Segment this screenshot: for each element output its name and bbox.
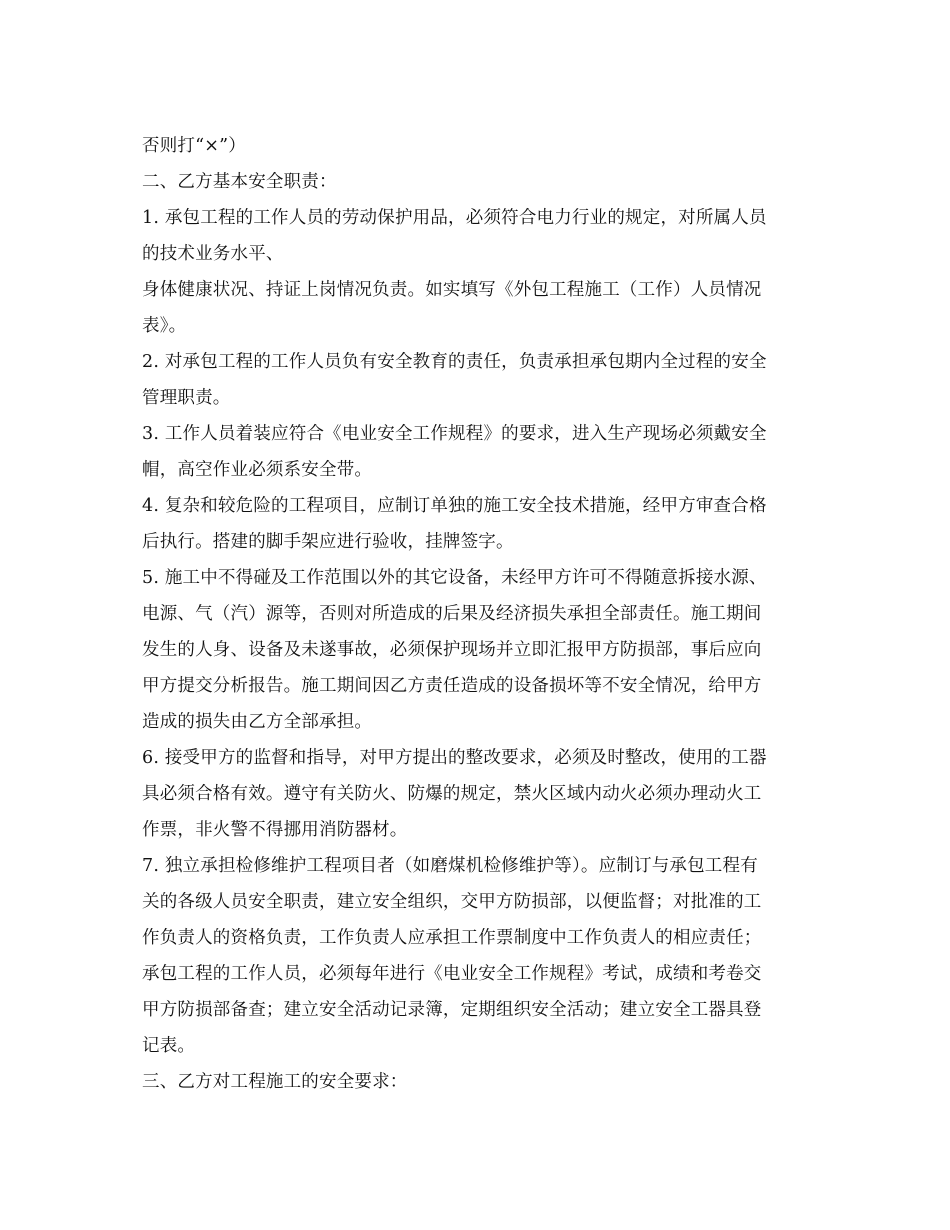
text-line: 7. 独立承担检修维护工程项目者（如磨煤机检修维护等）。应制订与承包工程有 bbox=[142, 856, 758, 876]
text-line: 1. 承包工程的工作人员的劳动保护用品，必须符合电力行业的规定，对所属人员 bbox=[142, 208, 767, 228]
text-line: 甲方提交分析报告。施工期间因乙方责任造成的设备损坏等不安全情况，给甲方 bbox=[142, 676, 762, 696]
text-line: 否则打“×”） bbox=[142, 136, 246, 156]
document-page bbox=[142, 128, 810, 1100]
text-line: 记表。 bbox=[142, 1036, 196, 1056]
text-line: 身体健康状况、持证上岗情况负责。如实填写《外包工程施工（工作）人员情况 bbox=[142, 280, 762, 300]
text-line: 造成的损失由乙方全部承担。 bbox=[142, 712, 373, 732]
section-heading: 二、乙方基本安全职责： bbox=[142, 172, 337, 192]
text-line: 2. 对承包工程的工作人员负有安全教育的责任，负责承担承包期内全过程的安全 bbox=[142, 352, 767, 372]
text-line: 6. 接受甲方的监督和指导，对甲方提出的整改要求，必须及时整改，使用的工器 bbox=[142, 748, 767, 768]
text-line: 承包工程的工作人员，必须每年进行《电业安全工作规程》考试，成绩和考卷交 bbox=[142, 964, 762, 984]
text-line: 甲方防损部备查；建立安全活动记录簿，定期组织安全活动；建立安全工器具登 bbox=[142, 1000, 762, 1020]
text-line: 具必须合格有效。遵守有关防火、防爆的规定，禁火区域内动火必须办理动火工 bbox=[142, 784, 762, 804]
text-line: 作票，非火警不得挪用消防器材。 bbox=[142, 820, 408, 840]
text-line: 管理职责。 bbox=[142, 388, 231, 408]
text-line: 关的各级人员安全职责，建立安全组织，交甲方防损部，以便监督；对批准的工 bbox=[142, 892, 762, 912]
section-heading: 三、乙方对工程施工的安全要求： bbox=[142, 1072, 408, 1092]
text-line: 作负责人的资格负责，工作负责人应承担工作票制度中工作负责人的相应责任； bbox=[142, 928, 762, 948]
text-line: 3. 工作人员着装应符合《电业安全工作规程》的要求，进入生产现场必须戴安全 bbox=[142, 424, 767, 444]
text-line: 帽，高空作业必须系安全带。 bbox=[142, 460, 373, 480]
text-line: 4. 复杂和较危险的工程项目，应制订单独的施工安全技术措施，经甲方审查合格 bbox=[142, 496, 767, 516]
text-line: 表》。 bbox=[142, 316, 187, 336]
text-line: 发生的人身、设备及未遂事故，必须保护现场并立即汇报甲方防损部，事后应向 bbox=[142, 640, 762, 660]
text-line: 后执行。搭建的脚手架应进行验收，挂牌签字。 bbox=[142, 532, 514, 552]
text-line: 5. 施工中不得碰及工作范围以外的其它设备，未经甲方许可不得随意拆接水源、 bbox=[142, 568, 767, 588]
text-line: 电源、气（汽）源等，否则对所造成的后果及经济损失承担全部责任。施工期间 bbox=[142, 604, 762, 624]
text-line: 的技术业务水平、 bbox=[142, 244, 284, 264]
